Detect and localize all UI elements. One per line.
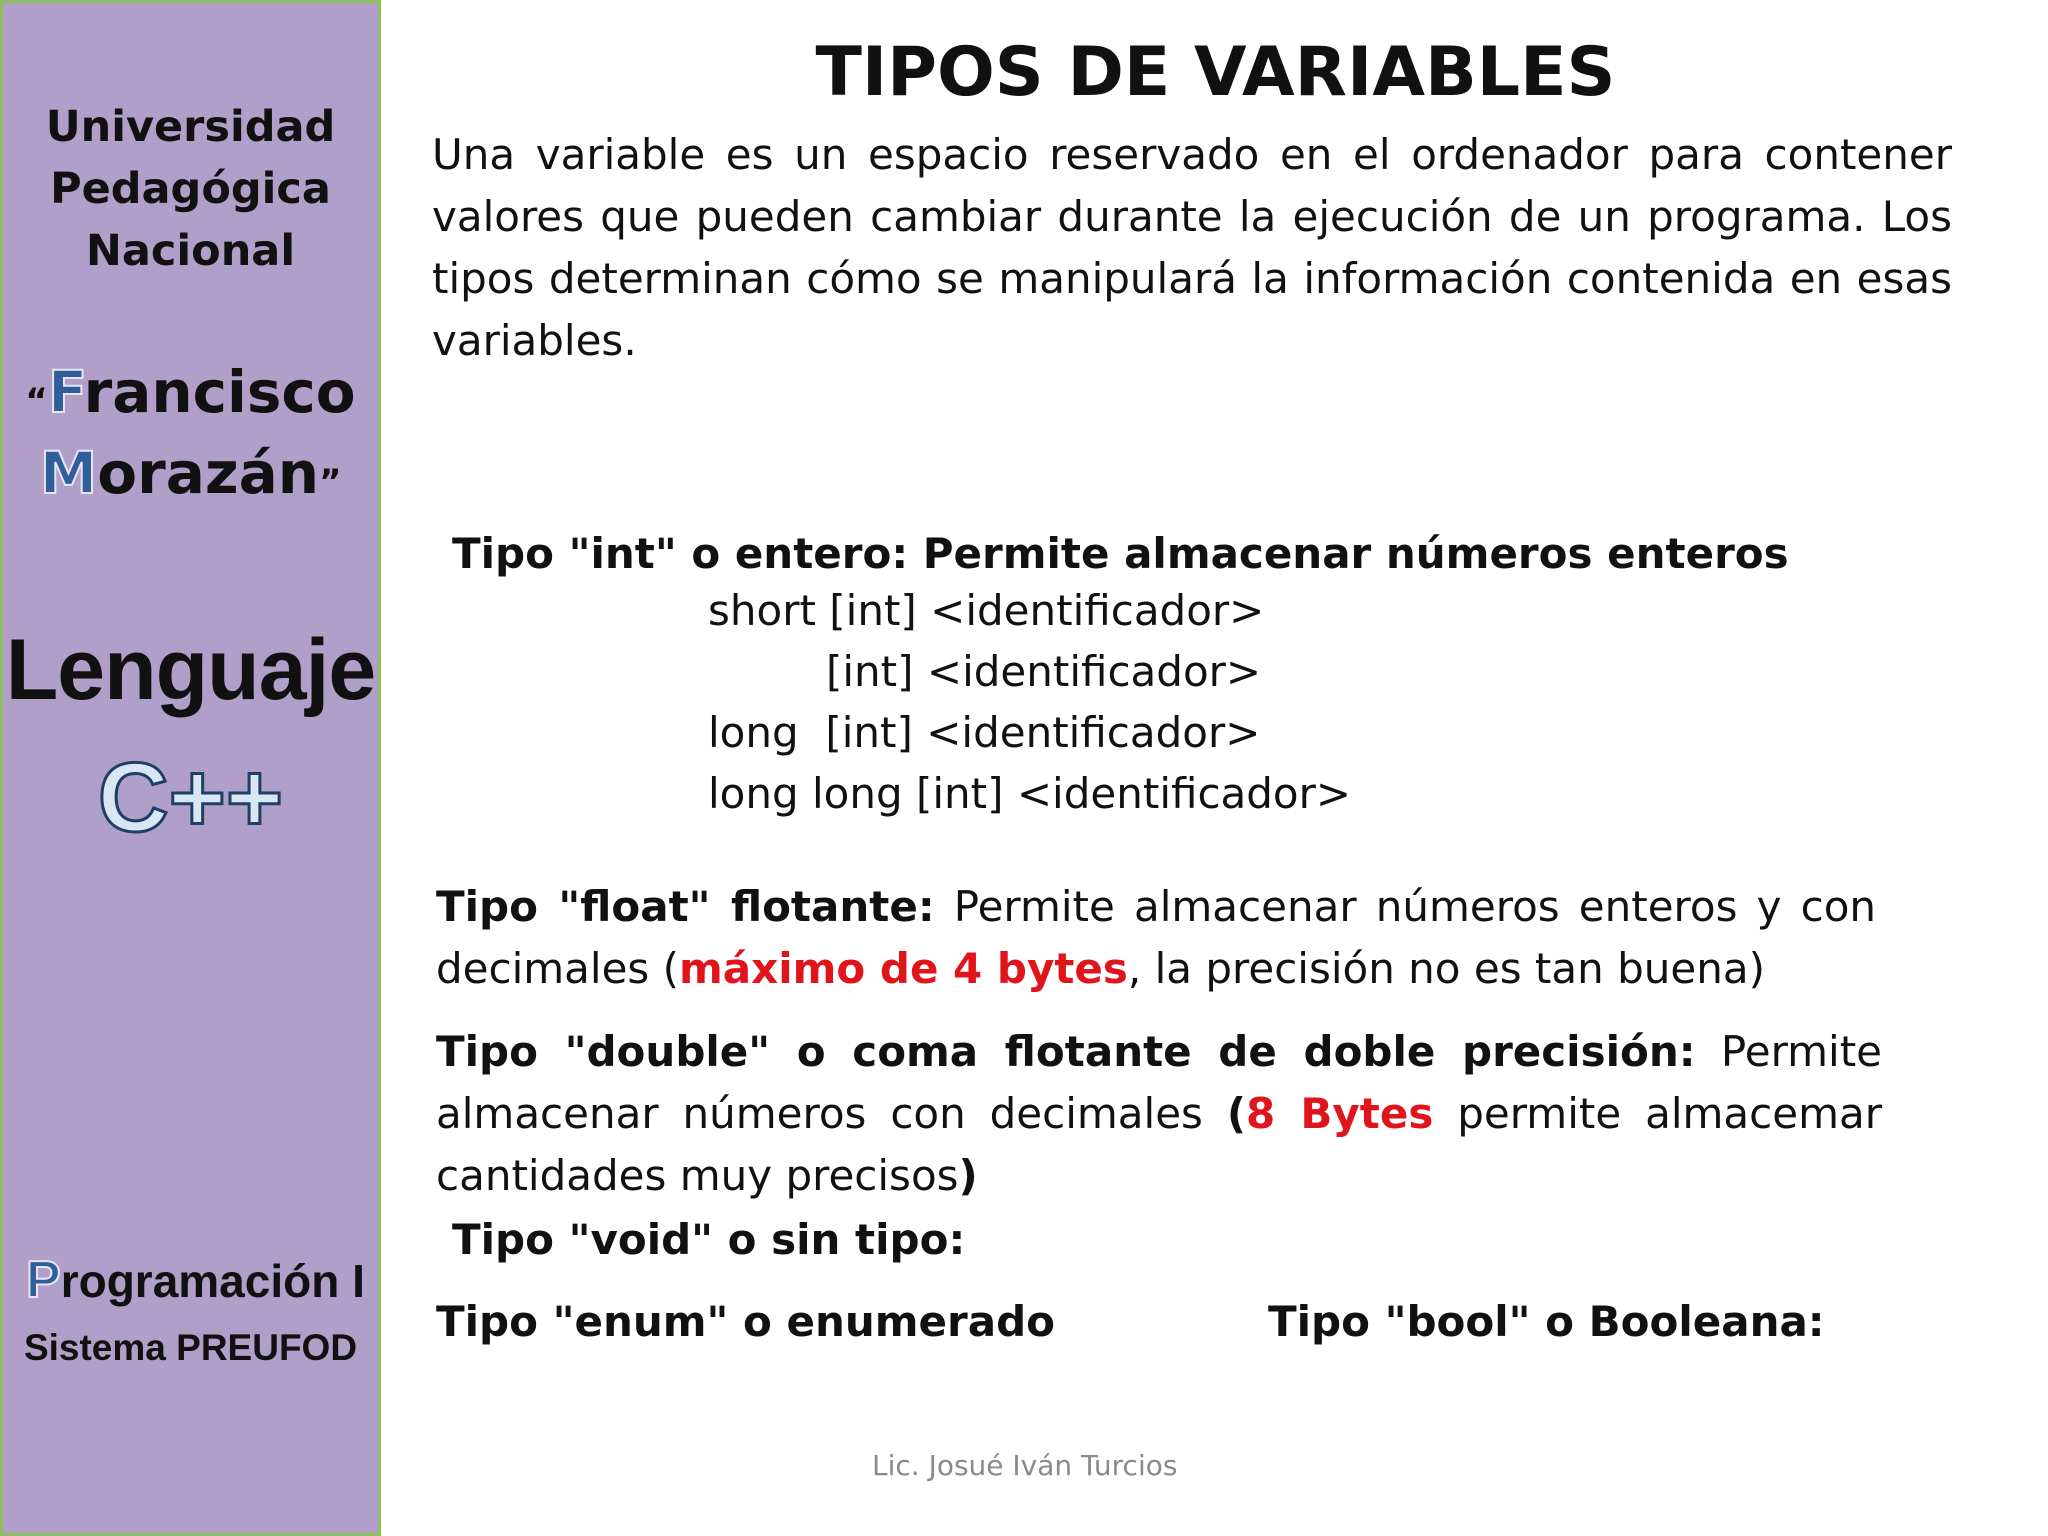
double-paren-open: ( [1226, 1089, 1247, 1138]
double-text-1: Permite almacenar números con decimales [436, 1027, 1882, 1138]
double-text-2: permite almacemar cantidades muy precisos [436, 1089, 1882, 1200]
course-rest: rogramación I [60, 1255, 365, 1307]
enum-heading: Tipo "enum" o enumerado [436, 1297, 1056, 1346]
francisco-morazan [0, 356, 381, 518]
open-quote: “ [25, 381, 48, 421]
float-paragraph [436, 876, 1876, 1000]
double-paragraph [436, 1021, 1882, 1207]
double-label: Tipo "double" o coma flotante de doble precisión: [436, 1027, 1696, 1076]
university-line-2: Pedagógica [50, 164, 331, 214]
university-line-3: Nacional [85, 226, 296, 276]
float-label: Tipo "float" flotante: [436, 882, 935, 931]
course-name [26, 1252, 376, 1309]
double-paren-close: ) [958, 1151, 978, 1200]
initial-m: M [39, 439, 98, 507]
system-name: Sistema PREUFOD [23, 1327, 358, 1368]
bool-heading: Tipo "bool" o Booleana: [1268, 1297, 1825, 1346]
intro-paragraph: Una variable es un espacio reservado en el ordenador para contener valores que pueden cambiar durante la ejecución de un programa. Los tipos determinan cómo se manipulará la información contenida en esas variables. [432, 130, 1952, 365]
int-heading: Tipo "int" o entero: Permite almacenar números enteros [452, 529, 1789, 578]
float-highlight: máximo de 4 bytes [679, 944, 1128, 993]
int-form-int: [int] <identificador> [826, 647, 1262, 696]
float-text-2: , la precisión no es tan buena) [1127, 944, 1765, 993]
name-last-rest: orazán [97, 439, 320, 507]
void-heading: Tipo "void" o sin tipo: [452, 1215, 966, 1264]
university-line-1: Universidad [45, 102, 336, 152]
initial-f: F [47, 358, 84, 426]
int-form-long-long: long long [int] <identificador> [708, 769, 1352, 818]
int-form-long: long [int] <identificador> [708, 708, 1261, 757]
name-first-rest: rancisco [83, 358, 356, 426]
footer-author: Lic. Josué Iván Turcios [872, 1449, 1178, 1482]
language-cpp: C++ [97, 742, 284, 852]
close-quote: ” [319, 462, 342, 502]
int-form-short: short [int] <identificador> [708, 586, 1265, 635]
float-text-1: Permite almacenar números enteros y con decimales ( [436, 882, 1877, 993]
university-name [0, 96, 381, 282]
language-label: Lenguaje [5, 622, 376, 718]
page-title: TIPOS DE VARIABLES [815, 33, 1616, 112]
double-highlight: 8 Bytes [1246, 1089, 1434, 1138]
course-initial: P [26, 1251, 61, 1309]
